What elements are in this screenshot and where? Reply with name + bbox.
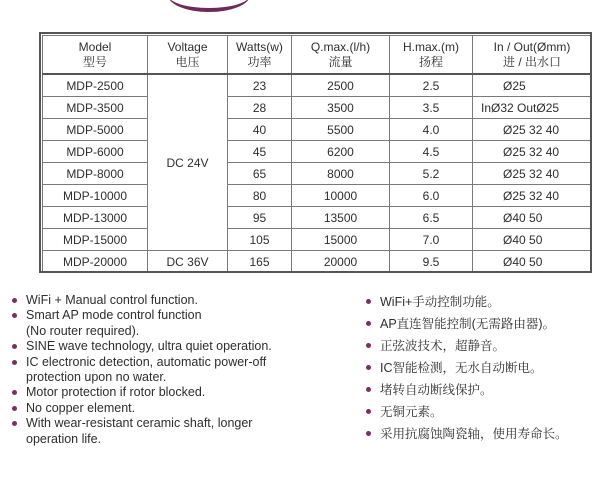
bullet-dot [12,390,17,395]
bullet-dot [366,365,371,370]
qmax-cell: 15000 [292,229,390,251]
table-row [43,229,592,251]
table-row [43,97,592,119]
table-row [43,163,592,185]
list-item: AP直连智能控制(无需路由器)。 [366,313,601,335]
bullet-dot [366,343,371,348]
table-row [43,207,592,229]
model-cell: MDP-5000 [43,119,148,141]
hmax-cell: 2.5 [390,74,473,97]
io-cell: Ø25 32 40 [473,185,592,207]
list-item: 堵转自动断线保护。 [366,379,601,401]
hmax-cell: 5.2 [390,163,473,185]
model-cell: MDP-3500 [43,97,148,119]
list-item: Smart AP mode control function (No router required). [12,308,342,339]
bullet-dot [12,421,17,426]
header-voltage: Voltage 电压 [148,36,228,75]
list-item: 正弦波技术，超静音。 [366,335,601,357]
list-item: 无铜元素。 [366,401,601,423]
hmax-cell: 4.0 [390,119,473,141]
decorative-arc [168,0,250,12]
header-hmax: H.max.(m) 扬程 [390,36,473,75]
bullet-dot [366,321,371,326]
qmax-cell: 8000 [292,163,390,185]
io-cell: Ø25 32 40 [473,119,592,141]
qmax-cell: 3500 [292,97,390,119]
list-item: With wear-resistant ceramic shaft, longer operation life. [12,416,342,447]
model-cell: MDP-2500 [43,74,148,97]
watts-cell: 40 [228,119,292,141]
watts-cell: 28 [228,97,292,119]
spec-table [42,35,592,273]
header-model: Model 型号 [43,36,148,75]
io-cell: Ø25 32 40 [473,141,592,163]
model-cell: MDP-15000 [43,229,148,251]
io-cell: Ø25 32 40 [473,163,592,185]
watts-cell: 80 [228,185,292,207]
qmax-cell: 20000 [292,251,390,273]
watts-cell: 165 [228,251,292,273]
list-item: IC electronic detection, automatic power-off protection upon no water. [12,355,342,386]
list-item: WiFi+手动控制功能。 [366,291,601,313]
model-cell: MDP-6000 [43,141,148,163]
hmax-cell: 3.5 [390,97,473,119]
watts-cell: 23 [228,74,292,97]
model-cell: MDP-13000 [43,207,148,229]
bullet-dot [366,409,371,414]
io-cell: Ø25 [473,74,592,97]
qmax-cell: 5500 [292,119,390,141]
header-qmax: Q.max.(l/h) 流量 [292,36,390,75]
bullet-dot [12,344,17,349]
io-cell: InØ32 OutØ25 [473,97,592,119]
bullet-dot [12,313,17,318]
io-cell: Ø40 50 [473,251,592,273]
header-watts: Watts(w) 功率 [228,36,292,75]
hmax-cell: 9.5 [390,251,473,273]
table-row [43,141,592,163]
header-in-out: In / Out(Ømm) 进 / 出水口 [473,36,592,75]
hmax-cell: 4.5 [390,141,473,163]
bullet-dot [366,387,371,392]
model-cell: MDP-8000 [43,163,148,185]
io-cell: Ø40 50 [473,229,592,251]
hmax-cell: 6.0 [390,185,473,207]
list-item: 采用抗腐蚀陶瓷轴，使用寿命长。 [366,423,601,445]
qmax-cell: 10000 [292,185,390,207]
table-row [43,74,592,97]
qmax-cell: 2500 [292,74,390,97]
watts-cell: 65 [228,163,292,185]
hmax-cell: 7.0 [390,229,473,251]
feature-list-chinese [366,291,601,445]
list-item: Motor protection if rotor blocked. [12,385,342,400]
list-item: IC智能检测，无水自动断电。 [366,357,601,379]
qmax-cell: 13500 [292,207,390,229]
model-cell: MDP-10000 [43,185,148,207]
bullet-dot [12,406,17,411]
list-item: WiFi + Manual control function. [12,293,342,308]
bullet-dot [12,298,17,303]
hmax-cell: 6.5 [390,207,473,229]
watts-cell: 105 [228,229,292,251]
table-row [43,251,592,273]
qmax-cell: 6200 [292,141,390,163]
table-row [43,185,592,207]
header-row [43,36,592,75]
bullet-dot [12,360,17,365]
voltage-cell: DC 36V [148,251,228,273]
bullet-dot [366,431,371,436]
table-row [43,119,592,141]
list-item: No copper element. [12,401,342,416]
feature-list-english [12,293,342,447]
bullet-dot [366,299,371,304]
list-item: SINE wave technology, ultra quiet operation. [12,339,342,354]
voltage-cell: DC 24V [148,74,228,251]
watts-cell: 95 [228,207,292,229]
io-cell: Ø40 50 [473,207,592,229]
model-cell: MDP-20000 [43,251,148,273]
watts-cell: 45 [228,141,292,163]
